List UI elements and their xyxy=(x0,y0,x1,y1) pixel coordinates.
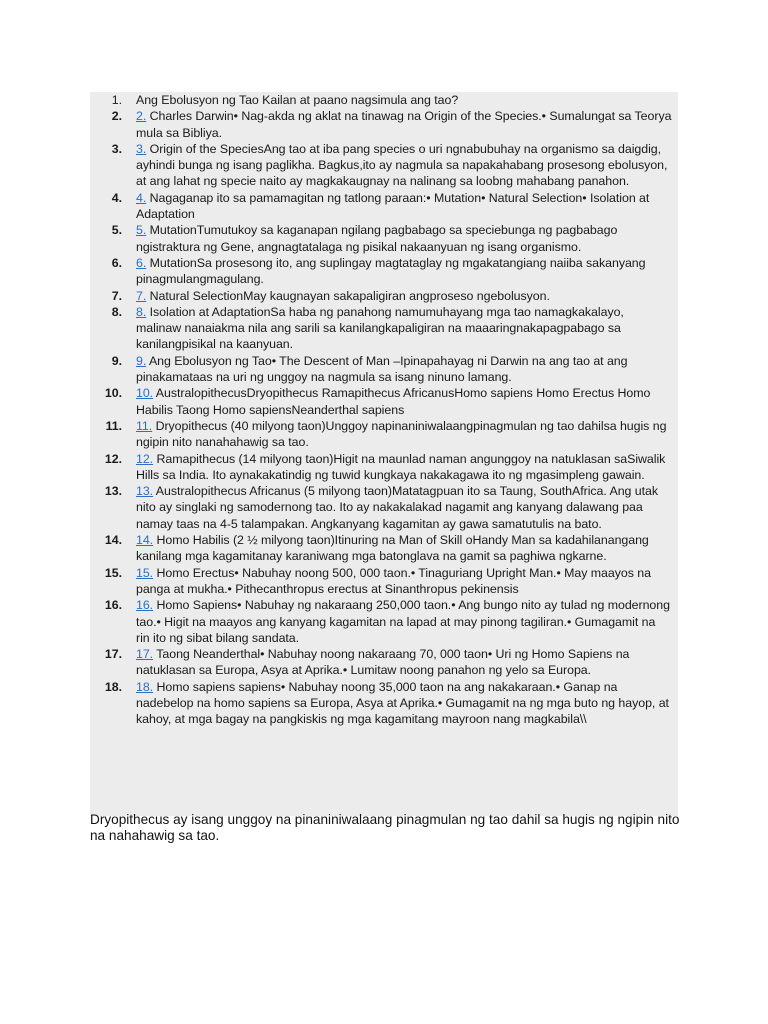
document-panel xyxy=(90,92,678,816)
list-item-number: 17. xyxy=(104,647,122,662)
list-item-number: 1. xyxy=(111,93,122,107)
list-item-text: AustralopithecusDryopithecus Ramapithecus AfricanusHomo sapiens Homo Erectus Homo Habilis Taong Homo sapiensNeanderthal sapiens xyxy=(136,386,651,417)
list-item-number: 6. xyxy=(111,255,122,270)
list-item-text: Ang Ebolusyon ng Tao• The Descent of Man –Ipinapahayag ni Darwin na ang tao at ang pinakamataas na uri ng unggoy na nagmula sa isang ninuno lamang. xyxy=(136,353,628,385)
list-item-number: 12. xyxy=(104,451,122,466)
slide-link[interactable]: 11. xyxy=(136,418,153,433)
list-item-number: 13. xyxy=(104,484,122,499)
list-item xyxy=(90,597,678,646)
slide-link[interactable]: 16. xyxy=(136,598,154,613)
list-item xyxy=(90,222,678,255)
list-item-number: 11. xyxy=(105,418,122,433)
slide-link[interactable]: 7. xyxy=(136,288,147,303)
slide-link[interactable]: 10. xyxy=(136,386,154,401)
list-item xyxy=(90,451,678,484)
list-item xyxy=(90,565,678,598)
list-item-number: 16. xyxy=(104,598,122,613)
list-item-number: 4. xyxy=(111,190,122,205)
list-item-text: Homo sapiens sapiens• Nabuhay noong 35,000 taon na ang nakakaraan.• Ganap na nadebelop na homo sapiens sa Europa, Asya at Aprika.• Gumagamit na ng mga buto ng hayop, at kahoy, at mga bagay na pangkiskis ng mga kagamitang mayroon nang magkabila\\ xyxy=(136,679,669,727)
slide-link[interactable]: 13. xyxy=(136,484,154,499)
list-item-text: Nagaganap ito sa pamamagitan ng tatlong paraan:• Mutation• Natural Selection• Isolation at Adaptation xyxy=(136,190,650,222)
list-item-number: 2. xyxy=(111,109,122,124)
list-item xyxy=(90,483,678,532)
list-item xyxy=(90,108,678,141)
slide-link[interactable]: 15. xyxy=(136,565,154,580)
list-item-text: Australopithecus Africanus (5 milyong taon)Matatagpuan ito sa Taung, SouthAfrica. Ang utak nito ay singlaki ng samodernong tao. Ito ay nakakalakad nagamit ang kanyang dalawang paa namay taas na 4-5 talampakan. Angkanyang kagamitan ay gawa samatutulis na bato. xyxy=(136,484,659,531)
slide-link[interactable]: 12. xyxy=(136,451,154,466)
list-item-text: MutationSa prosesong ito, ang suplingay magtataglay ng mgakatangiang naiiba sakanyang pinagmulangmagulang. xyxy=(136,255,646,287)
list-item-number: 5. xyxy=(111,223,122,238)
slide-link[interactable]: 4. xyxy=(136,190,147,205)
list-item-text: Ramapithecus (14 milyong taon)Higit na maunlad naman angunggoy na natuklasan saSiwalik Hills sa India. Ito aynakakatindig ng tuwid kungkaya nakakagawa ito ng mgasimpleng gawain. xyxy=(136,451,666,482)
list-item-number: 10. xyxy=(104,386,122,401)
list-item-number: 18. xyxy=(104,679,122,694)
slide-link[interactable]: 2. xyxy=(136,109,147,124)
list-item-text: Origin of the SpeciesAng tao at iba pang species o uri ngnabubuhay na organismo sa daigdig, ayhindi bunga ng isang paglikha. Bagkus,ito ay nagmula sa napakahabang prosesong ebolusyon, at ang lahat ng specie naito ay magkakaugnay na nalinang sa loobng mahabang panahon. xyxy=(136,141,668,189)
list-item-text: Homo Erectus• Nabuhay noong 500, 000 taon.• Tinaguriang Upright Man.• May maayos na panga at mukha.• Pithecanthropus erectus at Sinanthropus pekinensis xyxy=(136,565,651,596)
list-item-number: 8. xyxy=(111,304,122,319)
list-item-text: Dryopithecus (40 milyong taon)Unggoy napinaniniwalaangpinagmulan ng tao dahilsa hugis ng ngipin nito nanahahawig sa tao. xyxy=(136,418,667,450)
list-item xyxy=(90,385,678,418)
list-item xyxy=(90,255,678,288)
list-item xyxy=(90,141,678,190)
list-item xyxy=(90,304,678,353)
list-item-number: 3. xyxy=(111,141,122,156)
numbered-list xyxy=(90,92,678,728)
list-item-number: 14. xyxy=(104,533,122,548)
slide-link[interactable]: 3. xyxy=(136,141,147,156)
list-item-number: 9. xyxy=(111,353,122,368)
slide-link[interactable]: 5. xyxy=(136,223,147,238)
slide-link[interactable]: 6. xyxy=(136,255,147,270)
footer-paragraph: Dryopithecus ay isang unggoy na pinaniniwalaang pinagmulan ng tao dahil sa hugis ng ngipin nito na nahahawig sa tao. xyxy=(90,812,680,844)
list-item xyxy=(90,646,678,679)
list-item xyxy=(90,532,678,565)
list-item-text: Charles Darwin• Nag-akda ng aklat na tinawag na Origin of the Species.• Sumalungat sa Teorya mula sa Bibliya. xyxy=(136,109,672,140)
list-item xyxy=(90,679,678,728)
list-item-text: Homo Habilis (2 ½ milyong taon)Itinuring na Man of Skill oHandy Man sa kadahilanangang kanilang mga kagamitanay karaniwang mga batonglava na gamit sa paghiwa ngkarne. xyxy=(136,533,649,564)
list-item xyxy=(90,288,678,304)
list-item xyxy=(90,353,678,386)
list-item xyxy=(90,418,678,451)
list-item-text: Isolation at AdaptationSa haba ng panahong namumuhayang mga tao namagkakalayo, malinaw nanaiakma nila ang sarili sa kanilangkapaligiran na maaaringnakapagpabago sa kanilangpisikal na kaanyuan. xyxy=(136,304,624,352)
list-item xyxy=(90,92,678,108)
slide-link[interactable]: 18. xyxy=(136,679,154,694)
slide-link[interactable]: 9. xyxy=(136,353,147,368)
slide-link[interactable]: 14. xyxy=(136,533,154,548)
list-item-number: 15. xyxy=(104,565,122,580)
list-item-text: Natural SelectionMay kaugnayan sakapaligiran angproseso ngebolusyon. xyxy=(149,288,550,303)
list-item-text: Ang Ebolusyon ng Tao Kailan at paano nagsimula ang tao? xyxy=(136,93,459,107)
slide-link[interactable]: 17. xyxy=(136,647,154,662)
list-item-text: Taong Neanderthal• Nabuhay noong nakaraang 70, 000 taon• Uri ng Homo Sapiens na natuklasan sa Europa, Asya at Aprika.• Lumitaw noong panahon ng yelo sa Europa. xyxy=(136,647,630,678)
list-item-text: MutationTumutukoy sa kaganapan ngilang pagbabago sa speciebunga ng pagbabago ngistraktura ng Gene, angnagtatalaga ng pisikal nakaanyuan ng isang organismo. xyxy=(136,223,618,254)
list-item-number: 7. xyxy=(111,288,122,303)
slide-link[interactable]: 8. xyxy=(136,304,147,319)
list-item-text: Homo Sapiens• Nabuhay ng nakaraang 250,000 taon.• Ang bungo nito ay tulad ng modernong tao.• Higit na maayos ang kanyang kagamitan na lapad at may pinong tagiliran.• Gumagamit na rin ito ng sibat bilang sandata. xyxy=(136,598,670,645)
list-item xyxy=(90,190,678,223)
